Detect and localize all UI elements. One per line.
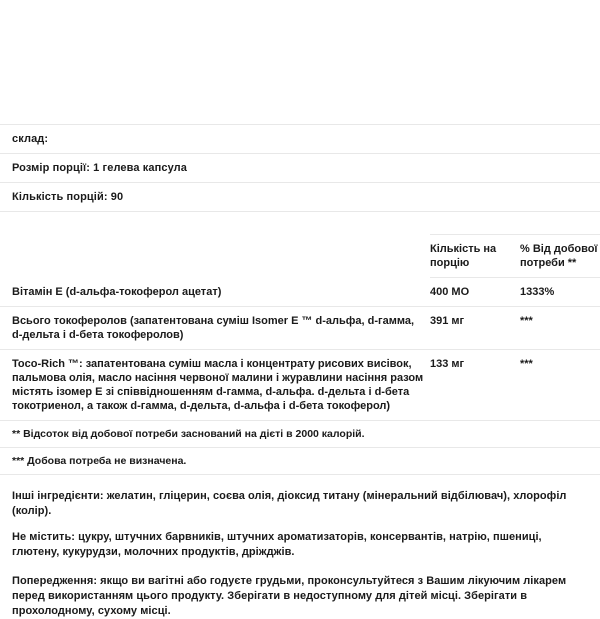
footnote-dv-not-established: *** Добова потреба не визначена.: [0, 448, 600, 475]
table-footnote-row: [0, 448, 600, 475]
warning-paragraph: Попередження: якщо ви вагітні або годуєте грудьми, проконсультуйтеся з Вашим лікуючим лікарем перед використанням цього продукту. Зберігати в недоступному для дітей місці. Зберігати в прохолодному, сухому місці.: [12, 575, 567, 617]
servings-per-container: Кількість порцій: 90: [12, 191, 124, 203]
nutrition-table-header: [0, 235, 600, 278]
nutrient-name: Toco-Rich ™: запатентована суміш масла і концентрату рисових висівок, пальмова олія, масло насіння червоної малини і журавлини насіння разом містять ізомер Е зі співвідношенням d-гамма, d-альфа. d-дельта i d-бета токотриенол, а також d-гамма, d-дельта, d-альфа i d-бета токоферол): [0, 350, 430, 421]
nutrient-amount: 133 мг: [430, 350, 520, 421]
serving-size: Розмір порції: 1 гелева капсула: [12, 162, 188, 174]
body-text-section: [0, 475, 600, 619]
header-amount-per-serving: Кількість на порцію: [430, 235, 520, 278]
nutrient-daily-value: ***: [520, 307, 600, 350]
table-footnote-row: [0, 421, 600, 448]
nutrient-name: Вітамін Е (d-альфа-токоферол ацетат): [0, 278, 430, 307]
nutrient-amount: 400 МО: [430, 278, 520, 307]
other-ingredients-paragraph: Інші інгредієнти: желатин, гліцерин, соєва олія, діоксид титану (мінеральний відбілювач), хлорофіл (колір).: [12, 490, 567, 517]
table-row: [0, 278, 600, 307]
section-gap: [0, 212, 600, 234]
nutrient-daily-value: 1333%: [520, 278, 600, 307]
nutrition-facts-table: [0, 234, 600, 475]
nutrient-daily-value: ***: [520, 350, 600, 421]
footnote-daily-value-basis: ** Відсоток від добової потреби заснований на дієті в 2000 калорій.: [0, 421, 600, 448]
free-from-paragraph: Не містить: цукру, штучних барвників, штучних ароматизаторів, консервантів, натрію, пшениці, глютену, кукурудзи, молочних продуктів, дріжджів.: [12, 531, 542, 558]
table-row: [0, 307, 600, 350]
table-header-row: [0, 235, 600, 278]
table-row: [0, 350, 600, 421]
composition-label: склад:: [12, 133, 49, 145]
nutrient-amount: 391 мг: [430, 307, 520, 350]
nutrient-name: Всього токоферолов (запатентована суміш Isomer E ™ d-альфа, d-гамма, d-дельта i d-бета токоферолов): [0, 307, 430, 350]
top-spacer: [0, 0, 600, 124]
nutrition-table-body: [0, 278, 600, 475]
header-percent-daily-value: % Від добової потреби **: [520, 235, 600, 278]
header-nutrient-name: [0, 235, 430, 278]
